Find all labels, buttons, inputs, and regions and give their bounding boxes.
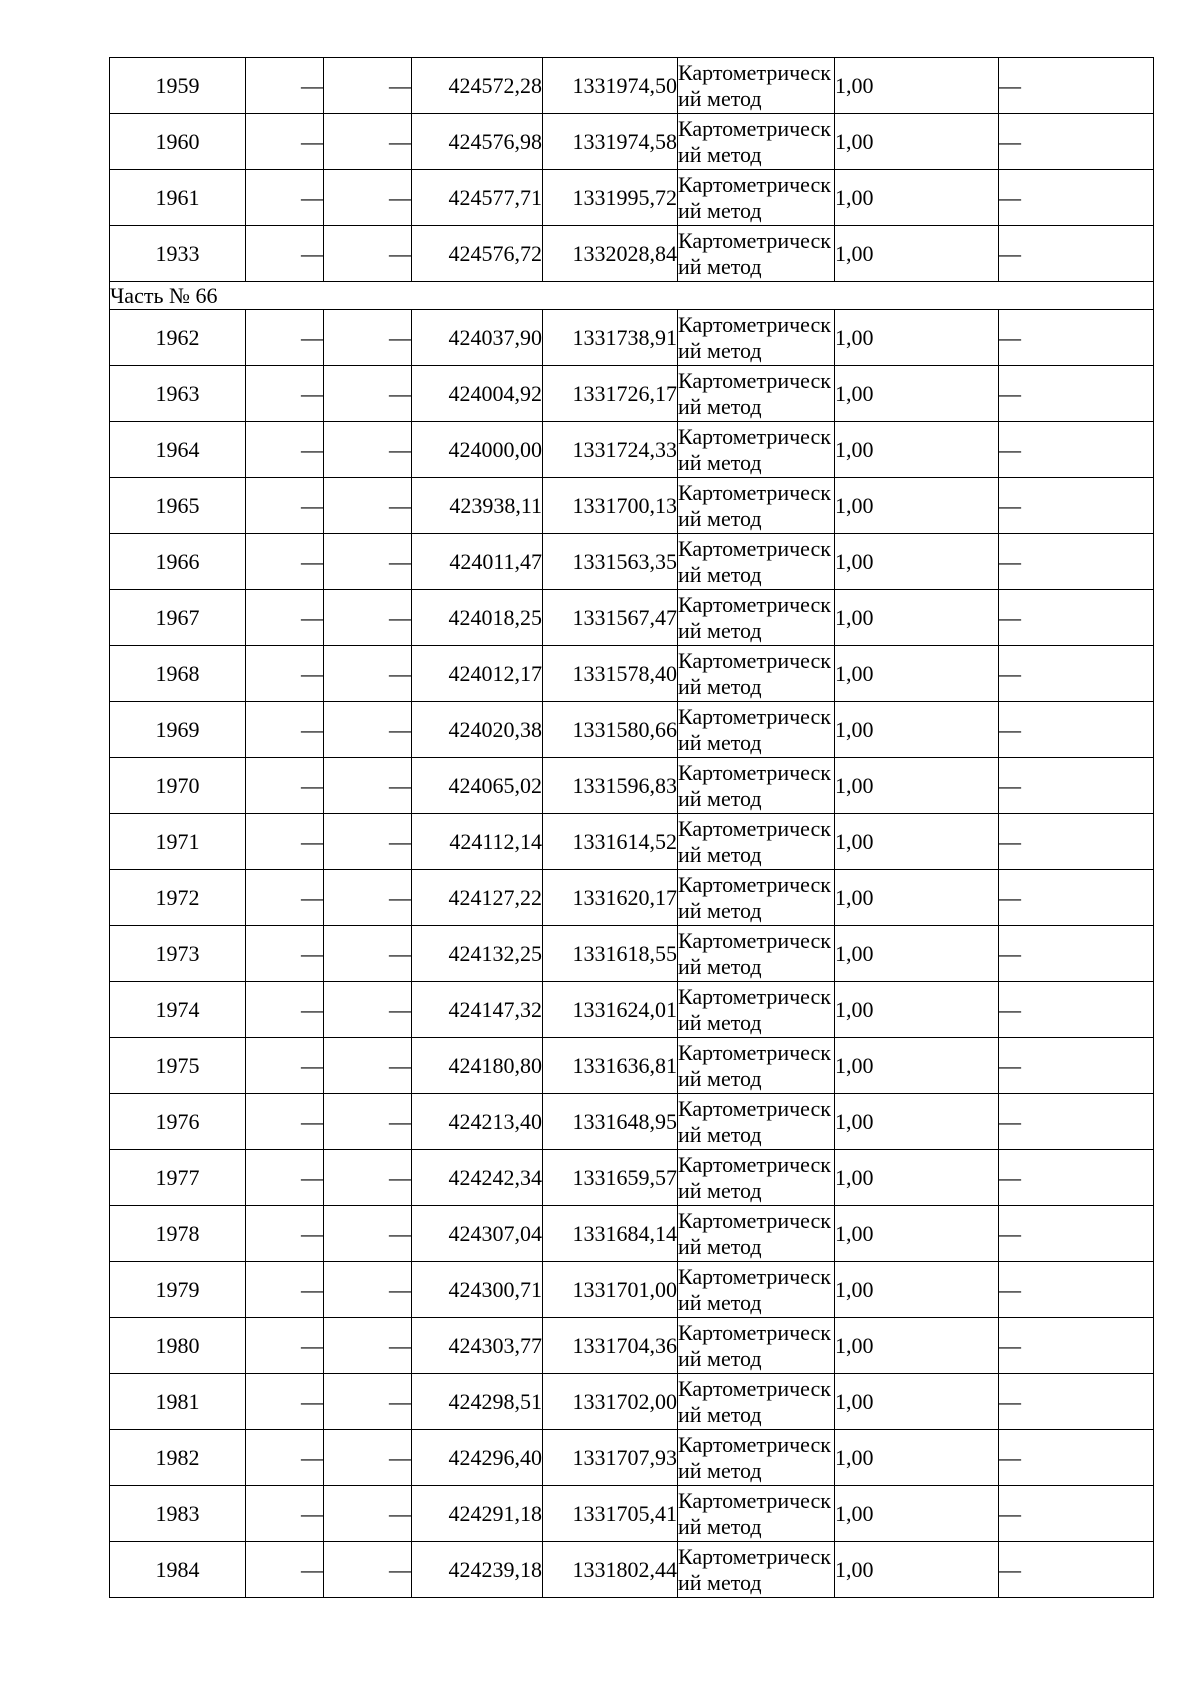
x-coordinate-cell: 424127,22 [412,870,543,926]
method-cell: Картометрический метод [678,1374,835,1430]
point-number-cell: 1968 [110,646,246,702]
description-cell: — [999,1318,1154,1374]
x-coordinate-cell: 424307,04 [412,1206,543,1262]
table-row [110,758,1154,814]
x-coordinate-cell: 424213,40 [412,1094,543,1150]
description-cell: — [999,646,1154,702]
accuracy-cell: 1,00 [835,114,999,170]
y-coordinate-cell: 1331704,36 [543,1318,678,1374]
x-coordinate-cell: 424012,17 [412,646,543,702]
accuracy-cell: 1,00 [835,758,999,814]
x-coordinate-cell: 424303,77 [412,1318,543,1374]
table-body [110,58,1154,1598]
old-y-cell: — [324,366,412,422]
description-cell: — [999,926,1154,982]
method-cell: Картометрический метод [678,170,835,226]
method-cell: Картометрический метод [678,1262,835,1318]
accuracy-cell: 1,00 [835,310,999,366]
point-number-cell: 1973 [110,926,246,982]
old-y-cell: — [324,170,412,226]
accuracy-cell: 1,00 [835,702,999,758]
method-cell: Картометрический метод [678,422,835,478]
table-row [110,814,1154,870]
point-number-cell: 1961 [110,170,246,226]
description-cell: — [999,170,1154,226]
table-row [110,590,1154,646]
point-number-cell: 1970 [110,758,246,814]
y-coordinate-cell: 1331636,81 [543,1038,678,1094]
point-number-cell: 1933 [110,226,246,282]
old-x-cell: — [246,58,324,114]
table-row [110,982,1154,1038]
method-cell: Картометрический метод [678,478,835,534]
description-cell: — [999,1150,1154,1206]
point-number-cell: 1972 [110,870,246,926]
point-number-cell: 1971 [110,814,246,870]
old-y-cell: — [324,1038,412,1094]
accuracy-cell: 1,00 [835,982,999,1038]
table-row [110,114,1154,170]
old-y-cell: — [324,590,412,646]
x-coordinate-cell: 424147,32 [412,982,543,1038]
table-row [110,1374,1154,1430]
old-y-cell: — [324,870,412,926]
table-row [110,478,1154,534]
y-coordinate-cell: 1331995,72 [543,170,678,226]
section-title: Часть № 66 [110,282,1154,310]
table-row [110,1486,1154,1542]
description-cell: — [999,982,1154,1038]
y-coordinate-cell: 1331701,00 [543,1262,678,1318]
point-number-cell: 1975 [110,1038,246,1094]
old-x-cell: — [246,702,324,758]
old-y-cell: — [324,982,412,1038]
accuracy-cell: 1,00 [835,1150,999,1206]
description-cell: — [999,1486,1154,1542]
old-x-cell: — [246,982,324,1038]
old-x-cell: — [246,926,324,982]
accuracy-cell: 1,00 [835,58,999,114]
table-row [110,170,1154,226]
old-y-cell: — [324,1318,412,1374]
y-coordinate-cell: 1331702,00 [543,1374,678,1430]
x-coordinate-cell: 423938,11 [412,478,543,534]
old-x-cell: — [246,1150,324,1206]
old-x-cell: — [246,366,324,422]
table-row [110,1094,1154,1150]
old-x-cell: — [246,1094,324,1150]
table-row [110,1318,1154,1374]
y-coordinate-cell: 1331724,33 [543,422,678,478]
accuracy-cell: 1,00 [835,1486,999,1542]
method-cell: Картометрический метод [678,870,835,926]
accuracy-cell: 1,00 [835,1206,999,1262]
point-number-cell: 1962 [110,310,246,366]
description-cell: — [999,702,1154,758]
accuracy-cell: 1,00 [835,1318,999,1374]
point-number-cell: 1959 [110,58,246,114]
point-number-cell: 1982 [110,1430,246,1486]
point-number-cell: 1981 [110,1374,246,1430]
description-cell: — [999,1038,1154,1094]
method-cell: Картометрический метод [678,814,835,870]
description-cell: — [999,114,1154,170]
x-coordinate-cell: 424298,51 [412,1374,543,1430]
accuracy-cell: 1,00 [835,926,999,982]
description-cell: — [999,226,1154,282]
y-coordinate-cell: 1331700,13 [543,478,678,534]
accuracy-cell: 1,00 [835,366,999,422]
old-y-cell: — [324,58,412,114]
old-x-cell: — [246,1542,324,1598]
y-coordinate-cell: 1331707,93 [543,1430,678,1486]
x-coordinate-cell: 424020,38 [412,702,543,758]
description-cell: — [999,1374,1154,1430]
method-cell: Картометрический метод [678,646,835,702]
x-coordinate-cell: 424239,18 [412,1542,543,1598]
point-number-cell: 1978 [110,1206,246,1262]
accuracy-cell: 1,00 [835,422,999,478]
description-cell: — [999,422,1154,478]
accuracy-cell: 1,00 [835,814,999,870]
table-row [110,310,1154,366]
point-number-cell: 1980 [110,1318,246,1374]
old-y-cell: — [324,534,412,590]
method-cell: Картометрический метод [678,702,835,758]
description-cell: — [999,534,1154,590]
method-cell: Картометрический метод [678,1038,835,1094]
x-coordinate-cell: 424577,71 [412,170,543,226]
method-cell: Картометрический метод [678,1542,835,1598]
y-coordinate-cell: 1331596,83 [543,758,678,814]
accuracy-cell: 1,00 [835,1094,999,1150]
old-y-cell: — [324,478,412,534]
old-x-cell: — [246,870,324,926]
old-x-cell: — [246,1318,324,1374]
old-x-cell: — [246,1038,324,1094]
table-row [110,1542,1154,1598]
x-coordinate-cell: 424112,14 [412,814,543,870]
method-cell: Картометрический метод [678,114,835,170]
point-number-cell: 1960 [110,114,246,170]
point-number-cell: 1976 [110,1094,246,1150]
description-cell: — [999,1430,1154,1486]
point-number-cell: 1964 [110,422,246,478]
accuracy-cell: 1,00 [835,590,999,646]
table-row [110,1430,1154,1486]
accuracy-cell: 1,00 [835,226,999,282]
accuracy-cell: 1,00 [835,534,999,590]
old-x-cell: — [246,226,324,282]
point-number-cell: 1963 [110,366,246,422]
old-x-cell: — [246,1430,324,1486]
x-coordinate-cell: 424132,25 [412,926,543,982]
point-number-cell: 1977 [110,1150,246,1206]
y-coordinate-cell: 1331563,35 [543,534,678,590]
method-cell: Картометрический метод [678,226,835,282]
description-cell: — [999,758,1154,814]
point-number-cell: 1984 [110,1542,246,1598]
y-coordinate-cell: 1331567,47 [543,590,678,646]
accuracy-cell: 1,00 [835,478,999,534]
accuracy-cell: 1,00 [835,1038,999,1094]
y-coordinate-cell: 1331648,95 [543,1094,678,1150]
table-row [110,226,1154,282]
method-cell: Картометрический метод [678,1094,835,1150]
table-row [110,1262,1154,1318]
old-y-cell: — [324,926,412,982]
description-cell: — [999,814,1154,870]
x-coordinate-cell: 424011,47 [412,534,543,590]
table-row [110,1038,1154,1094]
old-y-cell: — [324,114,412,170]
old-x-cell: — [246,422,324,478]
accuracy-cell: 1,00 [835,646,999,702]
old-y-cell: — [324,702,412,758]
point-number-cell: 1969 [110,702,246,758]
old-y-cell: — [324,226,412,282]
x-coordinate-cell: 424576,98 [412,114,543,170]
old-x-cell: — [246,478,324,534]
description-cell: — [999,478,1154,534]
description-cell: — [999,366,1154,422]
old-y-cell: — [324,1150,412,1206]
old-y-cell: — [324,1094,412,1150]
description-cell: — [999,870,1154,926]
y-coordinate-cell: 1331726,17 [543,366,678,422]
y-coordinate-cell: 1331974,50 [543,58,678,114]
description-cell: — [999,1094,1154,1150]
point-number-cell: 1983 [110,1486,246,1542]
x-coordinate-cell: 424180,80 [412,1038,543,1094]
old-y-cell: — [324,646,412,702]
old-x-cell: — [246,1206,324,1262]
x-coordinate-cell: 424242,34 [412,1150,543,1206]
accuracy-cell: 1,00 [835,1542,999,1598]
method-cell: Картометрический метод [678,1206,835,1262]
x-coordinate-cell: 424018,25 [412,590,543,646]
old-y-cell: — [324,1486,412,1542]
y-coordinate-cell: 1331620,17 [543,870,678,926]
old-y-cell: — [324,1542,412,1598]
accuracy-cell: 1,00 [835,870,999,926]
method-cell: Картометрический метод [678,590,835,646]
table-row [110,58,1154,114]
old-y-cell: — [324,1262,412,1318]
old-x-cell: — [246,170,324,226]
y-coordinate-cell: 1331705,41 [543,1486,678,1542]
x-coordinate-cell: 424291,18 [412,1486,543,1542]
accuracy-cell: 1,00 [835,1374,999,1430]
old-y-cell: — [324,1374,412,1430]
y-coordinate-cell: 1331738,91 [543,310,678,366]
description-cell: — [999,310,1154,366]
point-number-cell: 1965 [110,478,246,534]
x-coordinate-cell: 424296,40 [412,1430,543,1486]
table-row [110,422,1154,478]
old-y-cell: — [324,1206,412,1262]
x-coordinate-cell: 424037,90 [412,310,543,366]
table-row [110,702,1154,758]
section-header-row [110,282,1154,310]
y-coordinate-cell: 1331618,55 [543,926,678,982]
old-x-cell: — [246,590,324,646]
method-cell: Картометрический метод [678,534,835,590]
old-x-cell: — [246,1374,324,1430]
method-cell: Картометрический метод [678,310,835,366]
table-row [110,870,1154,926]
old-y-cell: — [324,422,412,478]
accuracy-cell: 1,00 [835,1430,999,1486]
accuracy-cell: 1,00 [835,170,999,226]
table-row [110,1150,1154,1206]
y-coordinate-cell: 1331578,40 [543,646,678,702]
y-coordinate-cell: 1331624,01 [543,982,678,1038]
old-x-cell: — [246,114,324,170]
y-coordinate-cell: 1331659,57 [543,1150,678,1206]
method-cell: Картометрический метод [678,1486,835,1542]
old-x-cell: — [246,814,324,870]
x-coordinate-cell: 424000,00 [412,422,543,478]
x-coordinate-cell: 424572,28 [412,58,543,114]
x-coordinate-cell: 424300,71 [412,1262,543,1318]
point-number-cell: 1967 [110,590,246,646]
method-cell: Картометрический метод [678,926,835,982]
old-x-cell: — [246,1486,324,1542]
y-coordinate-cell: 1332028,84 [543,226,678,282]
old-y-cell: — [324,758,412,814]
description-cell: — [999,58,1154,114]
description-cell: — [999,590,1154,646]
description-cell: — [999,1206,1154,1262]
x-coordinate-cell: 424065,02 [412,758,543,814]
table-row [110,926,1154,982]
y-coordinate-cell: 1331974,58 [543,114,678,170]
method-cell: Картометрический метод [678,758,835,814]
method-cell: Картометрический метод [678,1150,835,1206]
y-coordinate-cell: 1331684,14 [543,1206,678,1262]
table-row [110,366,1154,422]
y-coordinate-cell: 1331802,44 [543,1542,678,1598]
x-coordinate-cell: 424004,92 [412,366,543,422]
old-x-cell: — [246,534,324,590]
point-number-cell: 1974 [110,982,246,1038]
coordinates-table [109,57,1154,1598]
old-x-cell: — [246,758,324,814]
table-row [110,1206,1154,1262]
method-cell: Картометрический метод [678,366,835,422]
old-y-cell: — [324,310,412,366]
point-number-cell: 1966 [110,534,246,590]
method-cell: Картометрический метод [678,58,835,114]
old-y-cell: — [324,1430,412,1486]
y-coordinate-cell: 1331614,52 [543,814,678,870]
method-cell: Картометрический метод [678,1318,835,1374]
table-row [110,534,1154,590]
method-cell: Картометрический метод [678,982,835,1038]
old-x-cell: — [246,310,324,366]
x-coordinate-cell: 424576,72 [412,226,543,282]
description-cell: — [999,1262,1154,1318]
y-coordinate-cell: 1331580,66 [543,702,678,758]
old-y-cell: — [324,814,412,870]
accuracy-cell: 1,00 [835,1262,999,1318]
table-row [110,646,1154,702]
old-x-cell: — [246,1262,324,1318]
method-cell: Картометрический метод [678,1430,835,1486]
description-cell: — [999,1542,1154,1598]
old-x-cell: — [246,646,324,702]
point-number-cell: 1979 [110,1262,246,1318]
